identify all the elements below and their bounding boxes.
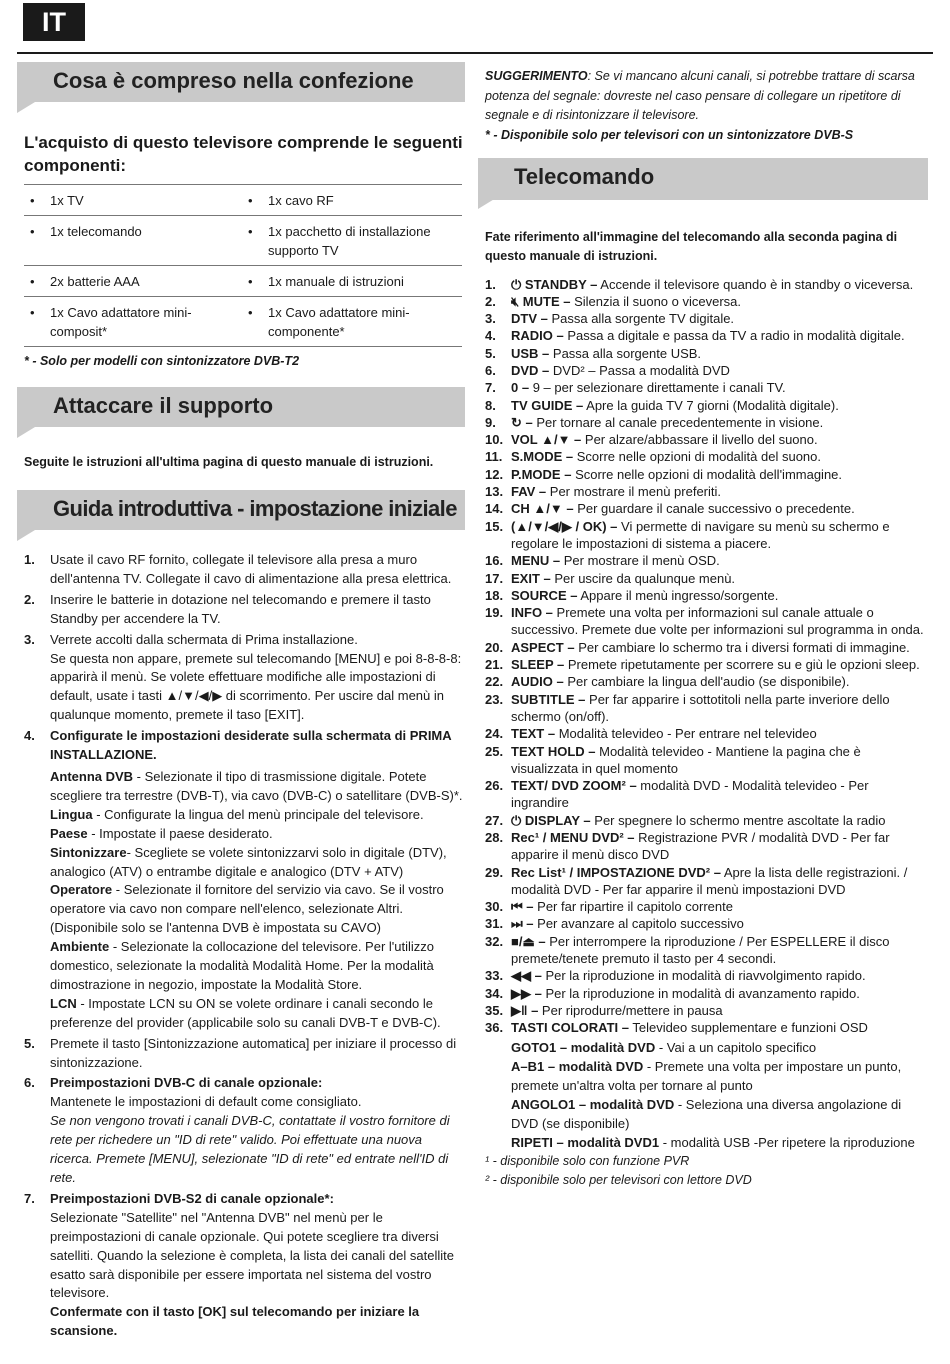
remote-extra-item: RIPETI – modalità DVD1 - modalità USB -Per ripetere la riproduzione: [511, 1134, 915, 1150]
remote-item: 32. ■/⏏ – Per interrompere la riproduzione / Per ESPELLERE il disco premete/tenete premuto il tasto per 4 secondi.: [485, 933, 890, 967]
section-heading-stand: Attaccare il supporto: [17, 387, 465, 427]
remote-item: 6. DVD – DVD² – Passa a modalità DVD: [485, 362, 730, 378]
remote-item: 7. 0 – 9 – per selezionare direttamente i canali TV.: [485, 380, 786, 396]
table-row: • 1x TV • 1x cavo RF: [24, 185, 462, 216]
remote-extra-item: A–B1 – modalità DVD - Premete una volta per impostare un punto, premete un'altra volta per tornare al punto: [511, 1058, 902, 1093]
remote-item: 27. ⏻ DISPLAY – Per spegnere lo schermo mentre ascoltate la radio: [485, 812, 886, 828]
remote-item: 11. S.MODE – Scorre nelle opzioni di modalità del suono.: [485, 449, 821, 465]
remote-item: 20. ASPECT – Per cambiare lo schermo tra i diversi formati di immagine.: [485, 639, 910, 655]
remote-item: 25. TEXT HOLD – Modalità televideo - Mantiene la pagina che è visualizzata in quel momento: [485, 743, 861, 776]
footnote-1: ¹ - disponibile solo con funzione PVR: [485, 1153, 690, 1168]
remote-item: 4. RADIO – Passa a digitale e passa da TV a radio in modalità digitale.: [485, 328, 905, 344]
remote-item: 22. AUDIO – Per cambiare la lingua dell'audio (se disponibile).: [485, 674, 850, 690]
remote-extra-item: ANGOLO1 – modalità DVD - Seleziona una diversa angolazione di DVD (se disponibile): [511, 1096, 902, 1131]
tip-text: SUGGERIMENTO: Se vi mancano alcuni canali, si potrebbe trattare di scarsa potenza del segnale: dovreste nel caso pensare di collegare un ripetitore di segnale e di risintonizzare il televisore.: [485, 69, 915, 122]
remote-item: 14. CH ▲/▼ – Per guardare il canale successivo o precedente.: [485, 501, 855, 517]
remote-item: 16. MENU – Per mostrare il menù OSD.: [485, 553, 720, 569]
remote-item: 24. TEXT – Modalità televideo - Per entrare nel televideo: [485, 726, 817, 742]
remote-item: 33. ◀◀ – Per la riproduzione in modalità di riavvolgimento rapido.: [485, 968, 866, 984]
box-note: * - Solo per modelli con sintonizzatore DVB-T2: [24, 354, 300, 368]
remote-item: 17. EXIT – Per uscire da qualunque menù.: [485, 570, 736, 586]
remote-item: 26. TEXT/ DVD ZOOM² – modalità DVD - Modalità televideo - Per ingrandire: [485, 778, 869, 811]
remote-intro: Fate riferimento all'immagine del telecomando alla seconda pagina di questo manuale di istruzioni.: [485, 229, 898, 263]
remote-item: 28. Rec¹ / MENU DVD² – Registrazione PVR / modalità DVD - Per far apparire il menù disco DVD: [485, 830, 890, 863]
remote-extra-item: GOTO1 – modalità DVD - Vai a un capitolo specifico: [511, 1039, 817, 1055]
remote-item: 21. SLEEP – Premete ripetutamente per scorrere su e giù le opzioni sleep.: [485, 657, 920, 673]
remote-item: 1. ⏻ STANDBY – Accende il televisore quando è in standby o viceversa.: [485, 276, 914, 292]
remote-item: 3. DTV – Passa alla sorgente TV digitale.: [485, 311, 735, 327]
remote-item: 30. ⏮ – Per far ripartire il capitolo corrente: [485, 899, 733, 915]
remote-item: 12. P.MODE – Scorre nelle opzioni di modalità dell'immagine.: [485, 466, 843, 482]
remote-item: 13. FAV – Per mostrare il menù preferiti.: [485, 484, 722, 500]
list-item: 7. Preimpostazioni DVB-S2 di canale opzionale*: Selezionate "Satellite" nel "Antenna DVB" nel menù per le preimpostazioni di canale opzionale. Qui potete scegliere tra diversi satelliti. Quando la selezione è completa, la lista dei canali del satellite esatto sarà disponibile per essere importata nel sistema del vostro televisore. Confermate con il tasto [OK] sul telecomando per iniziare la scansione.: [24, 1190, 454, 1339]
table-row: • 1x Cavo adattatore mini-composit* • 1x Cavo adattatore mini-componente*: [24, 297, 462, 347]
remote-item: 36. TASTI COLORATI – Televideo supplementare e funzioni OSD: [485, 1020, 868, 1036]
remote-item: 8. TV GUIDE – Apre la guida TV 7 giorni (Modalità digitale).: [485, 397, 839, 413]
remote-item: 15. (▲/▼/◀/▶ / OK) – Vi permette di navigare su menù su schermo e regolare le impostazioni di sistema a piacere.: [485, 518, 890, 551]
remote-list: [478, 276, 928, 1037]
list-item: 1. Usate il cavo RF fornito, collegate il televisore alla presa a muro dell'antenna TV. Collegate il cavo di alimentazione alla presa elettrica.: [24, 552, 452, 586]
remote-item: 35. ▶‖ – Per riprodurre/mettere in pausa: [485, 1002, 723, 1018]
header-rule: [17, 52, 933, 54]
remote-item: 29. Rec List¹ / IMPOSTAZIONE DVD² – Apre la lista delle registrazioni. / modalità DVD - Per far apparire il menù impostazioni DVD: [485, 864, 908, 897]
box-contents-table: [24, 184, 462, 347]
remote-item: 31. ⏭ – Per avanzare al capitolo successivo: [485, 916, 744, 932]
list-item: 4. Configurate le impostazioni desiderate sulla schermata di PRIMA INSTALLAZIONE. Antenna DVB - Selezionate il tipo di trasmissione digitale. Potete scegliere tra terrestre (DVB-T), via cavo (DVB-C) o satellitare (DVB-S)*. Lingua - Configurate la lingua del menù principale del televisore. Paese - Impostate il paese desiderato. Sintonizzare- Scegliete se volete sintonizzarvi solo in digitale (DTV), analogico (ATV) o entrambe digitale e analogico (DTV + ATV) Operatore - Selezionate il fornitore del servizio via cavo. Se il vostro operatore via cavo non compare nell'elenco, selezionate Altri. (Disponibile solo se l'antenna DVB è impostata su CAVO) Ambiente - Selezionate la collocazione del televisore. Per l'utilizzo domestico, selezionate la modalità Modalità Home. Per la modalità dimostrazione in negozio, impostate la Modalità Store. LCN - Impostate LCN su ON se volete ordinare i canali secondo le preferenze del provider (applicabile solo su canali DVB-T e DVB-C).: [24, 728, 463, 1030]
remote-item: 34. ▶▶ – Per la riproduzione in modalità di avanzamento rapido.: [485, 985, 860, 1001]
right-column: [478, 62, 928, 1190]
list-item: 3. Verrete accolti dalla schermata di Prima installazione. Se questa non appare, premete sul telecomando [MENU] e poi 8-8-8-8: apparirà il menù. Se volete effettuare modifiche alle impostazioni di default, usate i tasti ▲/▼/◀/▶ di scorrimento. Per uscire dal menù in qualunque momento, premete il taso [EXIT].: [24, 631, 462, 723]
remote-item: 23. SUBTITLE – Per far apparire i sottotitoli nella parte inveriore dello schermo (on/off).: [485, 691, 890, 724]
remote-item: 5. USB – Passa alla sorgente USB.: [485, 345, 702, 361]
box-intro: L'acquisto di questo televisore comprende le seguenti componenti:: [24, 133, 463, 175]
list-item: 2. Inserire le batterie in dotazione nel telecomando e premere il tasto Standby per accendere la TV.: [24, 591, 431, 626]
table-row: • 2x batterie AAA • 1x manuale di istruzioni: [24, 266, 462, 297]
list-item: 5. Premete il tasto [Sintonizzazione automatica] per iniziare il processo di sintonizzazione.: [24, 1035, 457, 1070]
stand-text: Seguite le istruzioni all'ultima pagina di questo manuale di istruzioni.: [24, 455, 434, 469]
table-row: • 1x telecomando • 1x pacchetto di installazione supporto TV: [24, 216, 462, 266]
remote-item: 19. INFO – Premete una volta per informazioni sul canale attuale o successivo. Premete due volte per informazioni sul programma in onda.: [485, 605, 924, 638]
remote-item: 18. SOURCE – Appare il menù ingresso/sorgente.: [485, 587, 779, 603]
language-tag: IT: [23, 3, 85, 41]
left-column: [17, 62, 465, 1343]
list-item: 6. Preimpostazioni DVB-C di canale opzionale: Mantenete le impostazioni di default come consigliato. Se non vengono trovati i canali DVB-C, contattate il vostro fornitore di rete per richedere un "ID di rete" valido. Poi effettuate una nuova ricerca. Premete [MENU], selezionate "ID di rete" ed entrate nell'ID di rete.: [24, 1075, 450, 1185]
section-heading-guide: Guida introduttiva - impostazione iniziale: [17, 490, 465, 530]
remote-item: 10. VOL ▲/▼ – Per alzare/abbassare il livello del suono.: [485, 432, 818, 448]
footnote-2: ² - disponibile solo per televisori con lettore DVD: [485, 1172, 752, 1187]
remote-extra: [478, 1038, 928, 1152]
section-heading-box: Cosa è compreso nella confezione: [17, 62, 465, 102]
setup-steps: [17, 551, 465, 1341]
section-heading-remote: Telecomando: [478, 158, 928, 200]
remote-item: 2. 🔇︎ MUTE – Silenzia il suono o viceversa.: [485, 293, 742, 309]
tip-note: * - Disponibile solo per televisori con un sintonizzatore DVB-S: [485, 127, 854, 142]
remote-item: 9. ↻ – Per tornare al canale precedentemente in visione.: [485, 414, 824, 430]
